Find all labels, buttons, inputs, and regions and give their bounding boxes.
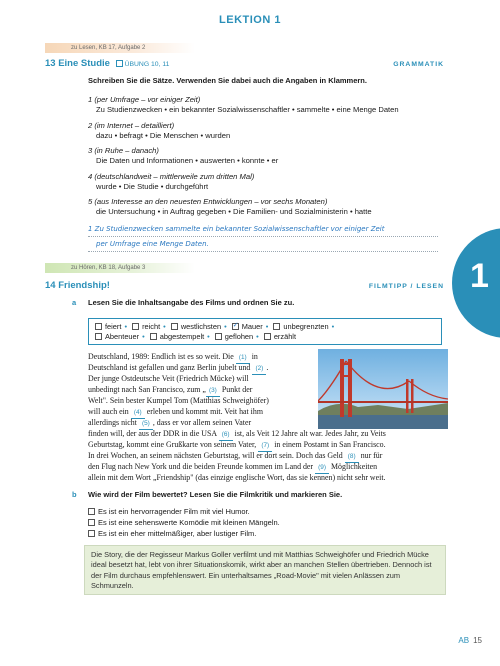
- checkbox[interactable]: [88, 519, 95, 526]
- item-prompt: 5 (aus Interesse an den neuesten Entwicklungen – vor sechs Monaten): [88, 197, 328, 206]
- word-row-1: feiert • reicht • westlichsten • ✓ Mauer • unbegrenzten •: [95, 322, 435, 332]
- task-a-instruction: Lesen Sie die Inhaltsangabe des Films und ordnen Sie zu.: [88, 298, 295, 307]
- story-text-part: den Flug nach New York und die beiden Freunde kommen im Land der: [88, 462, 314, 471]
- ex13-title-text: 13 Eine Studie: [45, 58, 110, 69]
- checkbox[interactable]: [171, 323, 178, 330]
- lesson-title: LEKTION 1: [219, 14, 281, 26]
- word: geflohen: [224, 332, 254, 341]
- list-item: [88, 95, 448, 116]
- item-words: dazu • befragt • Die Menschen • wurden: [96, 130, 231, 140]
- gap[interactable]: (2): [252, 365, 266, 375]
- story-text-part: Deutschland, 1989: Endlich ist es so weit. Die: [88, 352, 234, 361]
- book-icon: [116, 60, 123, 67]
- checkbox[interactable]: [88, 508, 95, 515]
- checkbox[interactable]: [88, 530, 95, 537]
- list-item: [88, 172, 448, 193]
- task-a-letter: a: [72, 298, 77, 307]
- option-row[interactable]: [88, 517, 280, 528]
- ex13-instruction: Schreiben Sie die Sätze. Verwenden Sie dabei auch die Angaben in Klammern.: [88, 76, 367, 85]
- checkbox[interactable]: [150, 333, 157, 340]
- page-number: [458, 636, 482, 647]
- option-row[interactable]: [88, 506, 280, 517]
- story-text-part: .: [266, 363, 269, 372]
- checkbox[interactable]: [264, 333, 271, 340]
- word: Abenteuer: [105, 332, 140, 341]
- word: abgestempelt: [159, 332, 205, 341]
- ex14-section-tag: FILMTIPP / LESEN: [368, 283, 444, 290]
- story-text-part: allerdings nicht: [88, 418, 137, 427]
- story-text-part: Geburtstag, kommt eine Grußkarte von seinem Vater,: [88, 440, 257, 449]
- item-words: Zu Studienzwecken • ein bekannter Sozialwissenschaftler • sammelte • eine Menge Daten: [96, 105, 399, 115]
- list-item: [88, 146, 448, 167]
- story-text-part: finden will, der aus der DDR in die USA: [88, 429, 217, 438]
- checkbox[interactable]: [215, 333, 222, 340]
- option-row[interactable]: [88, 528, 280, 539]
- ex14-reference: zu Hören, KB 18, Aufgabe 3: [45, 263, 195, 273]
- answer-line-1[interactable]: 1 Zu Studienzwecken sammelte ein bekannter Sozialwissenschaftler vor einiger Zeit: [88, 222, 438, 237]
- story-text-part: in: [251, 352, 258, 361]
- word-row-2: Abenteuer • abgestempelt • geflohen • erzählt: [95, 332, 435, 342]
- story-text-part: ist, als Veit 12 Jahre alt war. Jedes Jahr, zu Veits: [234, 429, 386, 438]
- story-text-part: , dass er vor allem seinen Vater: [152, 418, 252, 427]
- task-b-instruction: Wie wird der Film bewertet? Lesen Sie die Filmkritik und markieren Sie.: [88, 490, 343, 499]
- gap[interactable]: (9): [315, 464, 329, 474]
- handwritten-answer[interactable]: [88, 222, 438, 252]
- story-text-part: allein mit dem Wort „Friendship" (das einzige englische Wort, das sie kennen) nicht sehr weit.: [88, 473, 386, 482]
- word: erzählt: [273, 332, 296, 341]
- story-text-part: unbedingt nach San Francisco, zum „: [88, 385, 206, 394]
- list-item: [88, 197, 448, 218]
- item-words: wurde • Die Studie • durchgeführt: [96, 181, 209, 191]
- ex13-title: [45, 58, 169, 71]
- checkbox[interactable]: [95, 333, 102, 340]
- option-label: Es ist ein hervorragender Film mit viel Humor.: [98, 507, 250, 516]
- gap[interactable]: (7): [258, 442, 272, 452]
- gap[interactable]: (8): [345, 453, 359, 463]
- ex13-items: [88, 95, 448, 223]
- story-text-part: erleben und kommt mit. Veit hat ihm: [146, 407, 263, 416]
- story-text-part: Punkt der: [221, 385, 253, 394]
- gap[interactable]: (4): [131, 409, 145, 419]
- gap[interactable]: (3): [206, 387, 220, 397]
- story-text-part: Der junge Ostdeutsche Veit (Friedrich Mücke) will: [88, 374, 249, 383]
- checkbox[interactable]: [273, 323, 280, 330]
- ex13-sub-text: ÜBUNG 10, 11: [124, 61, 170, 68]
- task-b-letter: b: [72, 490, 77, 499]
- word: westlichsten: [180, 322, 222, 331]
- chapter-tab-number: 1: [470, 257, 489, 295]
- ex13-sub: [116, 61, 170, 68]
- gap[interactable]: (6): [219, 431, 233, 441]
- story-text-part: will auch ein: [88, 407, 129, 416]
- item-prompt: 1 (per Umfrage – vor einiger Zeit): [88, 95, 201, 104]
- item-prompt: 4 (deutschlandweit – mittlerweile zum dritten Mal): [88, 171, 255, 181]
- item-words: die Untersuchung • in Auftrag gegeben • Die Familien- und Sozialministerin • hatte: [96, 207, 372, 217]
- checkbox[interactable]: [95, 323, 102, 330]
- gap[interactable]: (1): [236, 354, 250, 364]
- ex13-section-tag: GRAMMATIK: [393, 61, 444, 68]
- page-number-value: 15: [473, 636, 482, 645]
- rating-options: [88, 506, 280, 539]
- ab-label: AB: [458, 636, 470, 645]
- item-prompt: 2 (im Internet – detailliert): [88, 120, 175, 130]
- word: reicht: [142, 322, 161, 331]
- item-words: Die Daten und Informationen • auswerten • konnte • er: [96, 156, 279, 166]
- word-box: [88, 318, 442, 345]
- checkbox-checked[interactable]: [232, 323, 239, 330]
- item-prompt: 3 (in Ruhe – danach): [88, 146, 159, 155]
- story-text-part: Welt". Sein bester Kumpel Tom (Matthias Schweighöfer): [88, 396, 269, 405]
- ex13-reference: zu Lesen, KB 17, Aufgabe 2: [45, 43, 195, 53]
- answer-line-2[interactable]: per Umfrage eine Menge Daten.: [88, 237, 438, 252]
- story-text: [88, 352, 448, 484]
- option-label: Es ist eine sehenswerte Komödie mit kleinen Mängeln.: [98, 518, 280, 527]
- word: unbegrenzten: [283, 322, 329, 331]
- gap[interactable]: (5): [139, 420, 153, 430]
- story-text-part: in einem Postamt in San Francisco.: [274, 440, 386, 449]
- word: feiert: [105, 322, 122, 331]
- list-item: [88, 121, 448, 142]
- word: Mauer: [241, 322, 263, 331]
- film-critique: Die Story, die der Regisseur Markus Goller verfilmt und mit Matthias Schweighöfer und Friedrich Mücke ideal besetzt hat, lebt von ihrer Situationskomik, wirkt aber an manchen Stellen übertrieben. Dennoch ist der Film durchaus empfehlenswert. Ein unterhaltsames „Road-Movie" mit vielen Anlässen zum Schmunzeln.: [84, 545, 446, 595]
- story-text-part: In drei Wochen, an seinem nächsten Geburtstag, will er dort sein. Doch das Geld: [88, 451, 343, 460]
- story-text-part: Deutschland ist gefallen und ganz Berlin jubelt und: [88, 363, 251, 372]
- story-text-part: Möglichkeiten: [331, 462, 378, 471]
- checkbox[interactable]: [132, 323, 139, 330]
- ex14-title: 14 Friendship!: [45, 280, 110, 291]
- story-text-part: nur für: [360, 451, 383, 460]
- option-label: Es ist ein eher mittelmäßiger, aber lustiger Film.: [98, 529, 257, 538]
